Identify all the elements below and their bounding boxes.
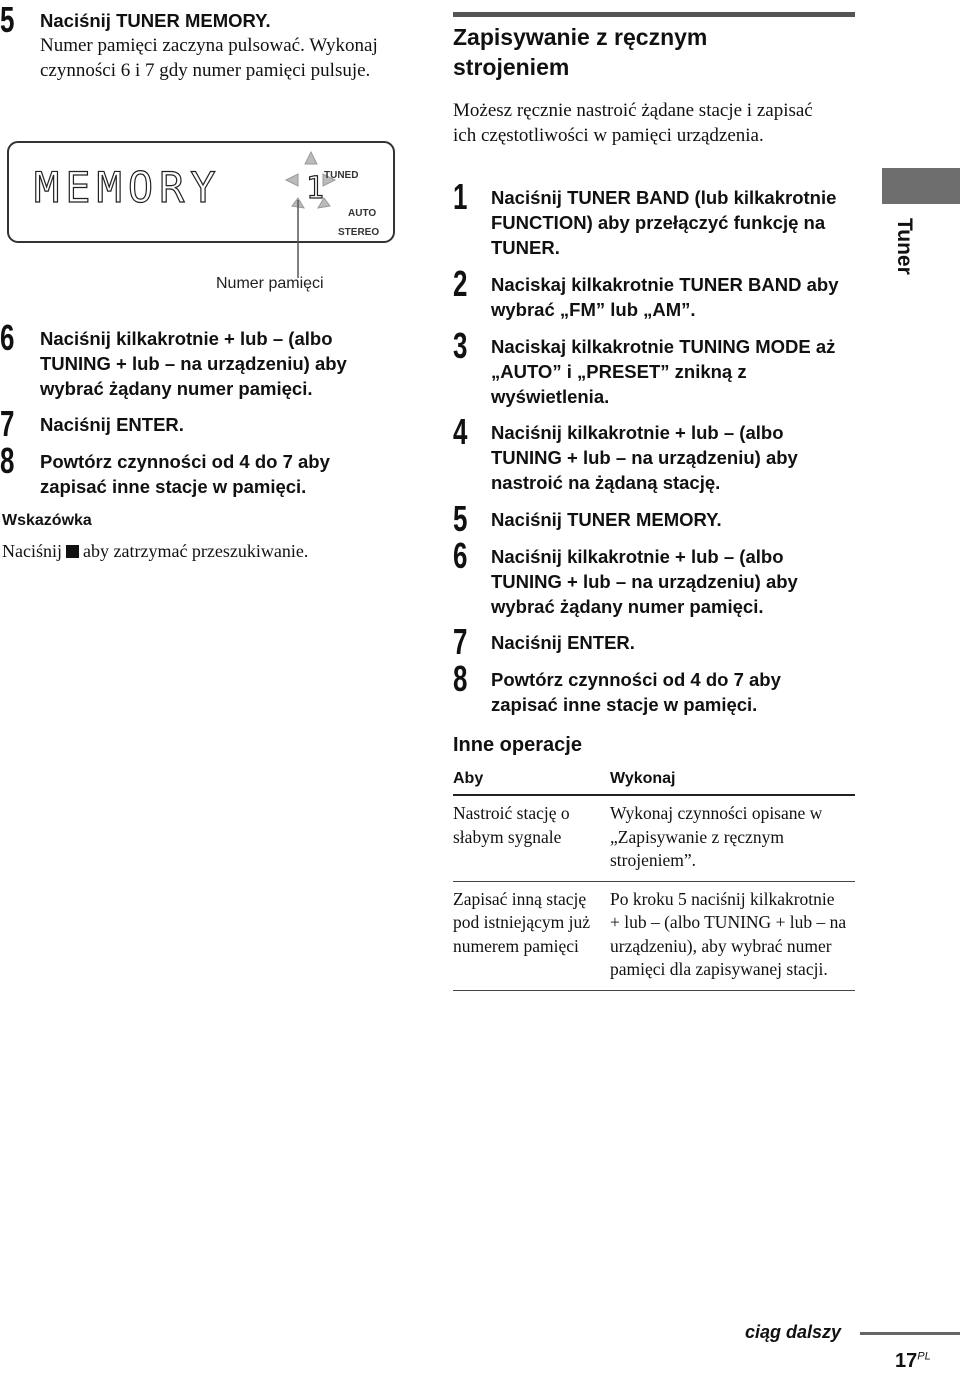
step-title: Powtórz czynności od 4 do 7 aby zapisać inne stacje w pamięci. bbox=[491, 669, 781, 715]
right-step-2 bbox=[453, 263, 853, 322]
lcd-stereo: STEREO bbox=[338, 227, 380, 238]
right-step-1 bbox=[453, 176, 853, 260]
continued-label: ciąg dalszy bbox=[745, 1322, 842, 1342]
right-step-3 bbox=[453, 325, 853, 409]
lcd-display-graphic bbox=[6, 140, 396, 244]
step-number: 6 bbox=[0, 317, 15, 358]
display-caption: Numer pamięci bbox=[216, 275, 324, 292]
section-intro: Możesz ręcznie nastroić żądane stacje i zapisać ich częstotliwości w pamięci urządzenia. bbox=[453, 100, 813, 146]
table-cell: Wykonaj czynności opisane w „Zapisywanie z ręcznym strojeniem”. bbox=[610, 795, 855, 881]
page-number bbox=[895, 1350, 931, 1373]
other-operations-heading: Inne operacje bbox=[453, 734, 582, 756]
step-title: Powtórz czynności od 4 do 7 aby zapisać inne stacje w pamięci. bbox=[40, 451, 330, 497]
step-number: 7 bbox=[0, 403, 15, 444]
right-step-5 bbox=[453, 498, 853, 539]
step-title: Naciśnij ENTER. bbox=[40, 414, 184, 435]
step-title: Naciśnij kilkakrotnie + lub – (albo TUNING + lub – na urządzeniu) aby nastroić na żądaną stację. bbox=[491, 422, 798, 493]
step-number: 2 bbox=[453, 263, 468, 304]
step-number: 7 bbox=[453, 621, 468, 662]
top-rule bbox=[453, 12, 855, 17]
column-header-aby: Aby bbox=[453, 766, 610, 795]
continued-rule bbox=[860, 1332, 960, 1335]
step-title: Naciskaj kilkakrotnie TUNER BAND aby wybrać „FM” lub „AM”. bbox=[491, 274, 839, 320]
side-tab-bar bbox=[882, 168, 960, 204]
step-number: 8 bbox=[453, 658, 468, 699]
step-8 bbox=[0, 440, 400, 499]
right-step-6 bbox=[453, 535, 853, 619]
step-number: 4 bbox=[453, 411, 468, 452]
table-cell: Po kroku 5 naciśnij kilkakrotnie + lub – (albo TUNING + lub – na urządzeniu), aby wybrać numer pamięci dla zapisywanej stacji. bbox=[610, 881, 855, 990]
lcd-text: MEMORY bbox=[34, 163, 222, 212]
stop-icon bbox=[66, 545, 79, 558]
step-title: Naciśnij TUNER BAND (lub kilkakrotnie FUNCTION) aby przełączyć funkcję na TUNER. bbox=[491, 187, 837, 258]
table-row bbox=[453, 881, 855, 990]
page-number-suffix: PL bbox=[917, 1350, 931, 1363]
step-title: Naciśnij ENTER. bbox=[491, 632, 635, 653]
step-number: 8 bbox=[0, 440, 15, 481]
side-tab-label: Tuner bbox=[893, 218, 916, 275]
lcd-preset-number: 1 bbox=[306, 171, 325, 206]
lcd-display bbox=[6, 140, 396, 244]
tip-text bbox=[2, 539, 308, 564]
step-body: Numer pamięci zaczyna pulsować. Wykonaj czynności 6 i 7 gdy numer pamięci pulsuje. bbox=[40, 35, 378, 81]
right-step-4 bbox=[453, 411, 853, 495]
step-number: 1 bbox=[453, 176, 468, 217]
step-title: Naciśnij kilkakrotnie + lub – (albo TUNING + lub – na urządzeniu) aby wybrać żądany numer pamięci. bbox=[40, 328, 347, 399]
section-heading: Zapisywanie z ręcznym strojeniem bbox=[453, 24, 708, 80]
right-step-7 bbox=[453, 621, 853, 662]
step-title: Naciśnij kilkakrotnie + lub – (albo TUNING + lub – na urządzeniu) aby wybrać żądany numer pamięci. bbox=[491, 546, 798, 617]
step-5 bbox=[0, 0, 400, 83]
step-number: 5 bbox=[0, 0, 15, 40]
step-number: 5 bbox=[453, 498, 468, 539]
tip-title: Wskazówka bbox=[2, 512, 92, 529]
step-number: 6 bbox=[453, 535, 468, 576]
column-header-wykonaj: Wykonaj bbox=[610, 766, 855, 795]
table-cell: Zapisać inną stację pod istniejącym już numerem pamięci bbox=[453, 881, 610, 990]
tip-before: Naciśnij bbox=[2, 541, 62, 561]
page-number-value: 17 bbox=[895, 1350, 918, 1372]
step-7 bbox=[0, 403, 400, 444]
tip-after: aby zatrzymać przeszukiwanie. bbox=[83, 541, 309, 561]
table-cell: Nastroić stację o słabym sygnale bbox=[453, 795, 610, 881]
lcd-tuned: TUNED bbox=[324, 170, 359, 181]
table-header-row bbox=[453, 766, 855, 795]
callout-line bbox=[290, 200, 310, 280]
step-title: Naciśnij TUNER MEMORY. bbox=[491, 509, 722, 530]
right-step-8 bbox=[453, 658, 853, 717]
step-6 bbox=[0, 317, 400, 401]
table-row bbox=[453, 795, 855, 881]
lcd-auto: AUTO bbox=[348, 208, 377, 219]
operations-table bbox=[453, 766, 855, 991]
step-title: Naciskaj kilkakrotnie TUNING MODE aż „AUTO” i „PRESET” znikną z wyświetlenia. bbox=[491, 336, 836, 407]
step-number: 3 bbox=[453, 325, 468, 366]
step-title: Naciśnij TUNER MEMORY. bbox=[40, 10, 271, 31]
